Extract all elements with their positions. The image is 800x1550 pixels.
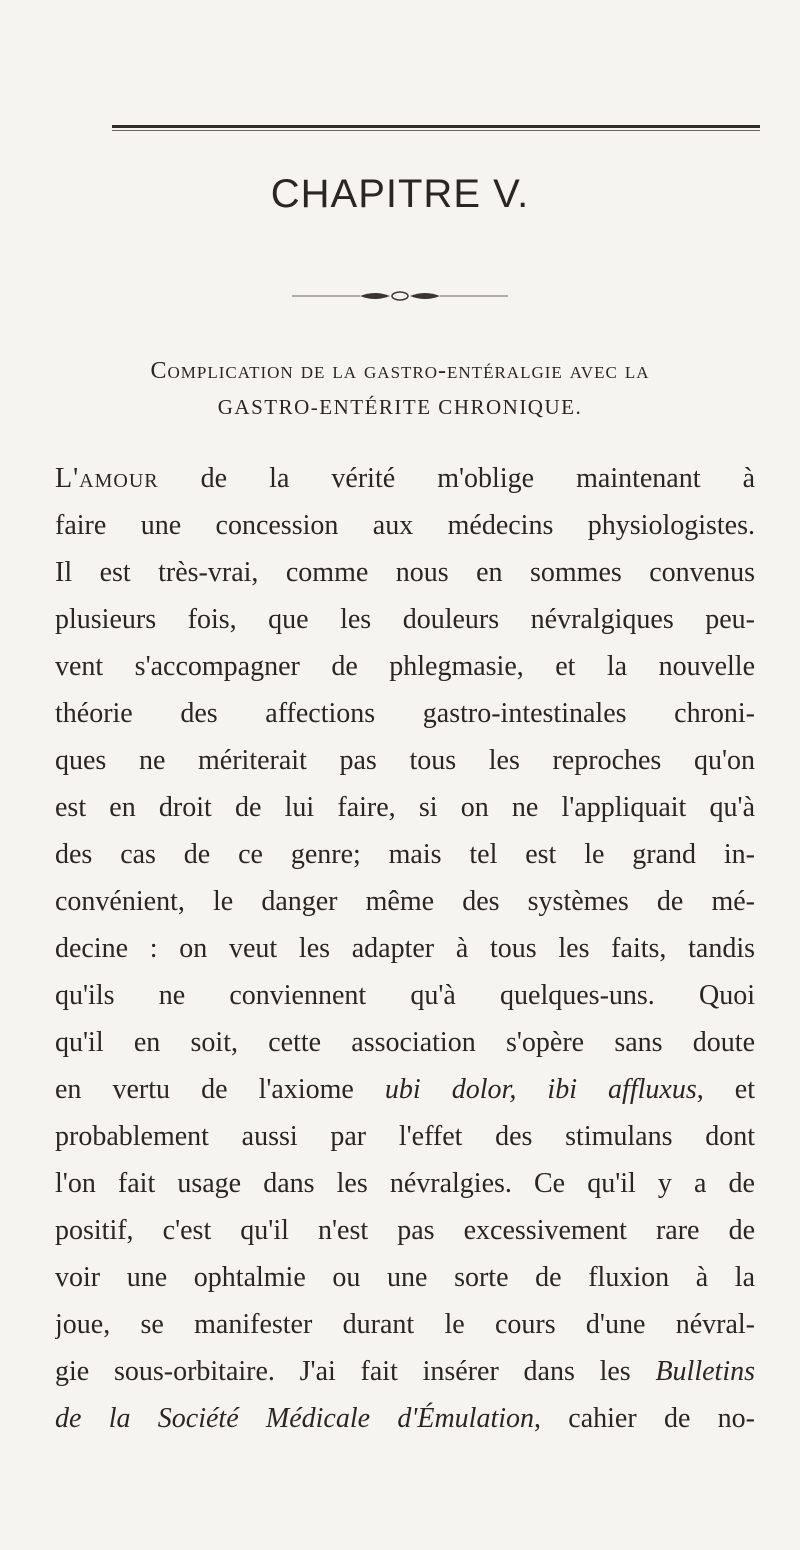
publication-title: Bulletins [655,1356,755,1387]
text-line: joue, se manifester durant le cours d'une névral- [55,1309,755,1340]
publication-title: de la Société Médicale d'Émulation [55,1403,534,1434]
subtitle-line-2: GASTRO-ENTÉRITE CHRONIQUE. [217,395,583,419]
text-line: Il est très-vrai, comme nous en sommes convenus [55,557,755,588]
top-rule-thin [112,130,760,131]
text-line: l'on fait usage dans les névralgies. Ce qu'il y a de [55,1168,755,1199]
text-fragment: , cahier de no- [534,1403,755,1434]
text-line: théorie des affections gastro-intestinales chroni- [55,698,755,729]
text-line [55,1395,755,1442]
text-line: qu'il en soit, cette association s'opère sans doute [55,1027,755,1058]
text-line [55,455,755,502]
ornament-divider [290,288,510,304]
text-fragment: gie sous-orbitaire. J'ai fait insérer dans les [55,1356,656,1387]
text-fragment: en vertu de l'axiome [55,1074,385,1105]
body-text [55,455,755,1442]
text-line: voir une ophtalmie ou une sorte de fluxion à la [55,1262,755,1293]
text-line [55,1348,755,1395]
text-line: positif, c'est qu'il n'est pas excessivement rare de [55,1215,755,1246]
text-line: ques ne mériterait pas tous les reproches qu'on [55,745,755,776]
text-fragment: , et [696,1074,755,1105]
text-line: convénient, le danger même des systèmes de mé- [55,886,755,917]
text-line: est en droit de lui faire, si on ne l'appliquait qu'à [55,792,755,823]
text-line: plusieurs fois, que les douleurs névralgiques peu- [55,604,755,635]
subtitle-line-1: Complication de la gastro-entéralgie avec la [150,358,650,384]
text-line: decine : on veut les adapter à tous les faits, tandis [55,933,755,964]
top-rule [112,125,760,128]
lead-words: L'amour [55,463,159,494]
text-line: faire une concession aux médecins physiologistes. [55,510,755,541]
text-fragment: de la vérité m'oblige maintenant à [158,463,755,494]
text-line: des cas de ce genre; mais tel est le grand in- [55,839,755,870]
latin-axiom: ubi dolor, ibi affluxus [384,1074,697,1105]
text-line: qu'ils ne conviennent qu'à quelques-uns. Quoi [55,980,755,1011]
text-line: probablement aussi par l'effet des stimulans dont [55,1121,755,1152]
text-line [55,1066,755,1113]
text-line: vent s'accompagner de phlegmasie, et la nouvelle [55,651,755,682]
chapter-title: CHAPITRE V. [270,172,530,216]
